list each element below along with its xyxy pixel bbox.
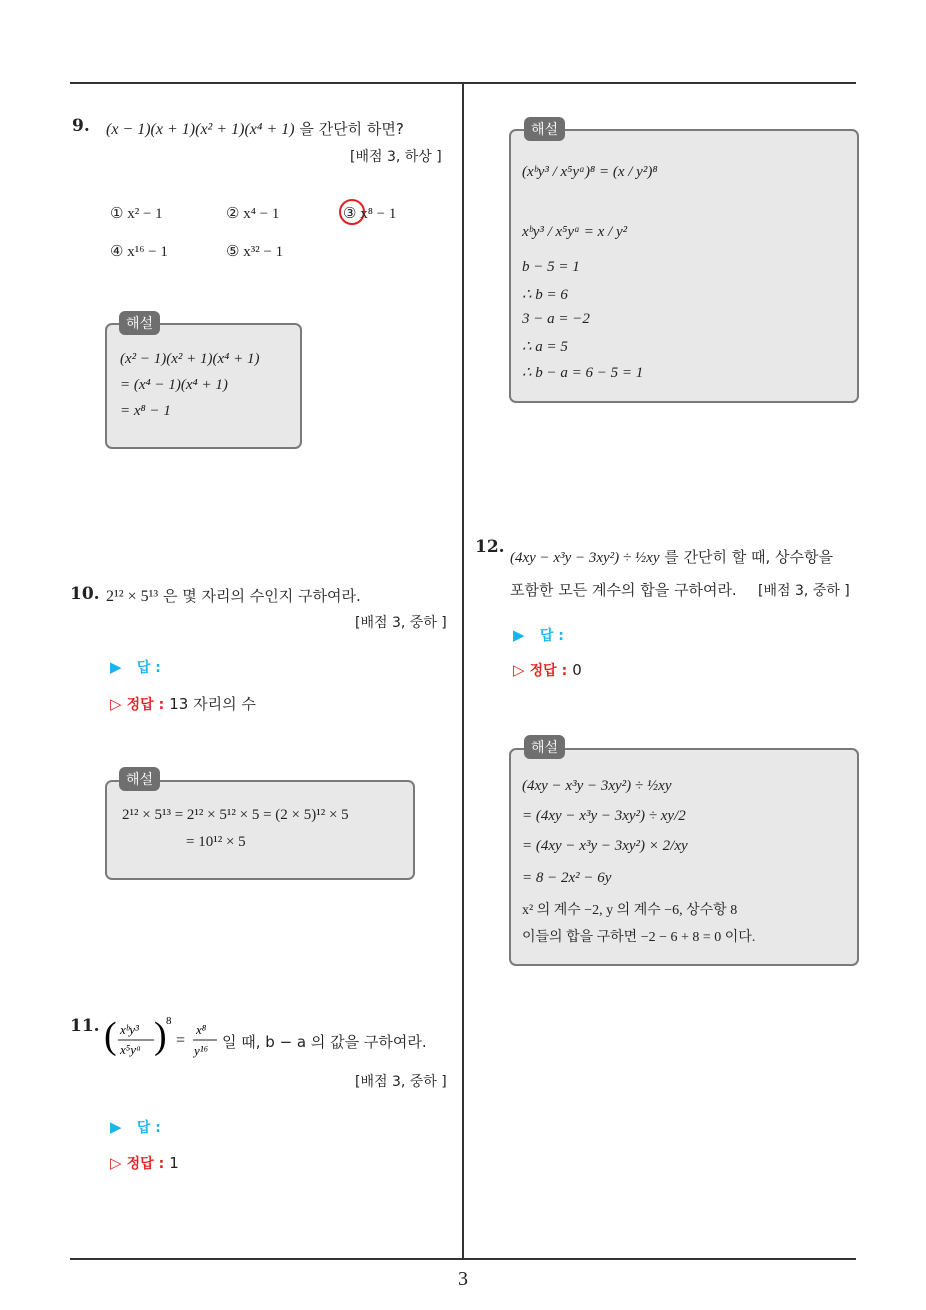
q10-correct-value: 13 자리의 수 [169, 695, 256, 713]
q9-choice-2[interactable]: ② x⁴ − 1 [226, 206, 280, 222]
q11-correct-arrow-icon: ▷ [110, 1154, 122, 1172]
q11-meta: [배점 3, 중하 ] [355, 1074, 447, 1090]
q9-number: 9. [72, 116, 90, 136]
q11-explain-line-1: (xᵇy³ / x⁵yᵃ)⁸ = (x / y²)⁸ [522, 164, 658, 180]
q9-choice-1[interactable]: ① x² − 1 [110, 206, 163, 222]
q9-explain-line-2: = (x⁴ − 1)(x⁴ + 1) [120, 377, 228, 393]
q12-correct-row [513, 660, 582, 680]
q11-lhs-numerator: xᵇy³ [120, 1022, 139, 1037]
q9-explain-line-1: (x² − 1)(x² + 1)(x⁴ + 1) [120, 351, 260, 367]
q10-number: 10. [70, 584, 100, 604]
q11-answer-label: 답 : [136, 1120, 161, 1136]
q12-correct-value: 0 [572, 661, 582, 679]
q11-left-paren: ( [104, 1015, 117, 1057]
q9-expression: (x − 1)(x + 1)(x² + 1)(x⁴ + 1) [106, 121, 295, 138]
column-divider [462, 84, 464, 1259]
q11-explain-line-5: 3 − a = −2 [522, 311, 590, 327]
q10-answer-label: 답 : [136, 660, 161, 676]
q10-explain-line-1: 2¹² × 5¹³ = 2¹² × 5¹² × 5 = (2 × 5)¹² × 5 [122, 807, 349, 823]
q11-lhs-denominator: x⁵yᵃ [120, 1042, 142, 1057]
q10-meta: [배점 3, 중하 ] [355, 615, 447, 631]
q11-answer-row [110, 1117, 161, 1137]
q12-explain-line-4: = 8 − 2x² − 6y [522, 870, 612, 886]
bottom-rule [70, 1258, 856, 1260]
q11-lhs-exponent: 8 [166, 1015, 172, 1027]
q9-explain-line-3: = x⁸ − 1 [120, 403, 171, 419]
q11-answer-arrow-icon: ▶ [110, 1118, 122, 1136]
q10-correct-arrow-icon: ▷ [110, 695, 122, 713]
q11-explain-line-6: ∴ a = 5 [522, 339, 568, 355]
q12-number: 12. [475, 537, 505, 557]
q9-meta: [배점 3, 하상 ] [350, 149, 442, 165]
q12-explain-line-3: = (4xy − x³y − 3xy²) × 2/xy [522, 838, 688, 854]
q9-choice-5[interactable]: ⑤ x³² − 1 [226, 244, 284, 260]
q11-equals: = [176, 1032, 186, 1049]
q11-explain-line-7: ∴ b − a = 6 − 5 = 1 [522, 365, 644, 381]
q12-explain-line-1: (4xy − x³y − 3xy²) ÷ ½xy [522, 778, 672, 794]
q10-explanation-box [105, 780, 415, 880]
q12-expression: (4xy − x³y − 3xy²) ÷ ½xy [510, 550, 660, 566]
q11-right-paren: ) [154, 1015, 167, 1057]
q12-answer-row [513, 625, 564, 645]
q12-correct-label: 정답 : [529, 663, 568, 679]
q10-prompt [106, 585, 361, 606]
q11-number: 11. [70, 1016, 100, 1036]
q11-explain-line-3: b − 5 = 1 [522, 259, 580, 275]
q9-prompt [106, 118, 404, 139]
q10-correct-label: 정답 : [126, 697, 165, 713]
q12-text-1: 를 간단히 할 때, 상수항을 [659, 548, 833, 566]
q10-text: 은 몇 자리의 수인지 구하여라. [158, 587, 361, 605]
q12-explain-line-2: = (4xy − x³y − 3xy²) ÷ xy/2 [522, 808, 686, 824]
q9-choice-4[interactable]: ④ x¹⁶ − 1 [110, 244, 168, 260]
q11-explanation-tag: 해설 [524, 117, 565, 141]
page-number: 3 [458, 1268, 468, 1290]
q12-text-2: 포함한 모든 계수의 합을 구하여라. [510, 581, 737, 599]
q10-expression: 2¹² × 5¹³ [106, 588, 159, 605]
q11-correct-value: 1 [169, 1154, 179, 1172]
q12-prompt-line-1 [510, 546, 833, 567]
q11-correct-label: 정답 : [126, 1156, 165, 1172]
q11-correct-row [110, 1153, 179, 1173]
q9-choice-3[interactable]: ③ x⁸ − 1 [343, 206, 397, 222]
q10-answer-row [110, 657, 161, 677]
q12-answer-arrow-icon: ▶ [513, 626, 525, 644]
q10-explain-line-2: = 10¹² × 5 [186, 834, 246, 850]
q11-text: 일 때, b − a 의 값을 구하여라. [222, 1033, 427, 1051]
q11-rhs-denominator: y¹⁶ [194, 1043, 209, 1058]
q10-correct-row [110, 693, 256, 714]
q10-explanation-tag: 해설 [119, 767, 160, 791]
q9-text: 을 간단히 하면? [294, 120, 404, 138]
q12-explain-line-6: 이들의 합을 구하면 −2 − 6 + 8 = 0 이다. [522, 930, 756, 945]
q12-explanation-tag: 해설 [524, 735, 565, 759]
q11-equation [104, 1012, 224, 1068]
q11-explain-line-2: xᵇy³ / x⁵yᵃ = x / y² [522, 224, 628, 240]
q9-explanation-tag: 해설 [119, 311, 160, 335]
q11-rhs-numerator: x⁸ [196, 1022, 207, 1037]
q12-answer-label: 답 : [539, 628, 564, 644]
q12-explain-line-5: x² 의 계수 −2, y 의 계수 −6, 상수항 8 [522, 903, 738, 918]
q11-explain-line-4: ∴ b = 6 [522, 287, 568, 303]
q12-meta: [배점 3, 중하 ] [758, 583, 850, 599]
q12-correct-arrow-icon: ▷ [513, 661, 525, 679]
q10-answer-arrow-icon: ▶ [110, 658, 122, 676]
